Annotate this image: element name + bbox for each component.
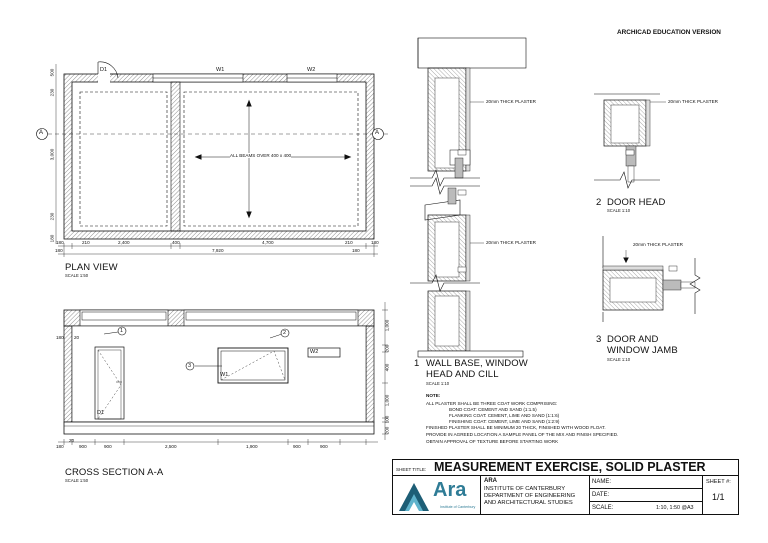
section-dim-right-2: 400 (384, 363, 390, 372)
title-block-divider (392, 475, 739, 476)
detail3-title-line2: WINDOW JAMB (607, 345, 678, 356)
section-dim-left-0: 180 (56, 335, 64, 340)
plan-dim-left-3: 230 (49, 212, 55, 221)
org-short: ARA (484, 478, 497, 484)
detail2-plaster-label: 20mm THICK PLASTER (668, 99, 718, 104)
callout-1: 1 (120, 328, 124, 334)
callout-3: 3 (188, 363, 192, 369)
notes-line-4: FINISHED PLASTER SHALL BE MINIMUM 20 THICK, FINISHED WITH WOOD FLOAT. (426, 425, 606, 430)
section-dim-b-3: 900 (104, 444, 112, 449)
section-dim-left-1: 20 (74, 335, 80, 340)
section-dim-right-1: 200 (384, 344, 390, 353)
plan-section-marker-right: A (375, 130, 380, 136)
sheet-title-label: SHEET TITLE: (396, 467, 427, 472)
sheet-number-value: 1/1 (712, 492, 725, 502)
plan-dim-b2-2: 180 (352, 248, 360, 253)
org-line-1: DEPARTMENT OF ENGINEERING (484, 493, 576, 499)
plan-dim-b1-4: 4,700 (262, 240, 274, 245)
plan-window-tag-w2: W2 (307, 67, 316, 73)
ara-logo-icon (395, 477, 433, 513)
detail1-number: 1 (414, 358, 420, 369)
detail1-title-line1: WALL BASE, WINDOW (426, 358, 528, 369)
detail-dimension-tags (458, 150, 677, 272)
section-dim-b-5: 1,900 (246, 444, 258, 449)
section-dim-right-4: 100 (384, 415, 390, 424)
section-dim-b-4: 2,500 (165, 444, 177, 449)
notes-line-2: FLANKING COAT: CEMENT, LIME AND SAND (1:1:6) (449, 413, 560, 418)
plan-dim-b2-1: 7,920 (212, 248, 224, 253)
detail-1-drawing (410, 38, 526, 357)
logo-text: Ara (433, 479, 467, 501)
sheet-number-label: SHEET #: (706, 479, 731, 485)
sheet-title: MEASUREMENT EXERCISE, SOLID PLASTER (434, 460, 706, 474)
plan-dim-b1-1: 210 (82, 240, 90, 245)
plan-dim-left-0: 500 (49, 68, 55, 77)
plan-dim-b1-0: 180 (56, 240, 64, 245)
plan-dim-b1-6: 180 (371, 240, 379, 245)
detail-2-drawing (594, 94, 666, 188)
plan-dim-b1-2: 2,400 (118, 240, 130, 245)
section-dim-b-6: 900 (293, 444, 301, 449)
section-title: CROSS SECTION A-A (65, 467, 164, 478)
plan-dim-b1-5: 210 (345, 240, 353, 245)
detail-3-drawing (603, 236, 700, 322)
detail1-plaster-label-bottom: 20mm THICK PLASTER (486, 240, 536, 245)
callout-2: 2 (283, 330, 287, 336)
detail3-plaster-label: 20mm THICK PLASTER (633, 242, 683, 247)
detail3-title-line1: DOOR AND (607, 334, 659, 345)
title-block-vline-1 (480, 475, 481, 515)
detail1-scale: SCALE 1:10 (426, 381, 450, 386)
section-dim-right-5: 200 (384, 426, 390, 435)
detail3-number: 3 (596, 334, 602, 345)
title-block-vline-2 (589, 475, 590, 515)
logo-subtext: Institute of Canterbury (440, 505, 476, 509)
section-dim-b-0: 180 (56, 444, 64, 449)
detail2-title: DOOR HEAD (607, 197, 666, 208)
name-label: NAME: (592, 479, 612, 485)
scale-label: SCALE: (592, 505, 614, 511)
title-block-vline-3 (702, 475, 703, 515)
plan-view-title: PLAN VIEW (65, 262, 118, 273)
notes-line-6: OBTAIN APPROVAL OF TEXTURE BEFORE STARTING WORK (426, 439, 559, 444)
title-block-hline-1 (589, 488, 702, 489)
title-block-hline-2 (589, 501, 702, 502)
section-dim-b-7: 900 (320, 444, 328, 449)
plan-section-marker-left: A (39, 130, 44, 136)
beam-note: ALL BEAMS OVER 400 x 400 (230, 153, 292, 158)
section-window-tag-w2: W2 (310, 349, 319, 355)
detail2-number: 2 (596, 197, 602, 208)
section-dim-right-3: 1,000 (384, 394, 390, 407)
section-door-tag: D1 (97, 410, 105, 416)
notes-line-5: PROVIDE IN AGREED LOCATION A SAMPLE PANEL OF THE MIX AND FINISH SPECIFIED. (426, 432, 619, 437)
plan-window-tag-w1: W1 (216, 67, 225, 73)
plan-dim-b2-0: 180 (55, 248, 63, 253)
section-dim-b-1: 20 (69, 438, 75, 443)
section-scale: SCALE 1:50 (65, 478, 89, 483)
plan-view-scale: SCALE 1:50 (65, 273, 89, 278)
plan-view-drawing (37, 62, 391, 257)
plan-door-tag: D1 (100, 67, 108, 73)
plan-dim-left-4: 180 (49, 234, 55, 243)
section-window-tag-w1: W1 (220, 372, 229, 378)
notes-line-3: FINISHING COAT: CEMENT, LIME AND SAND (1:2:9) (449, 419, 560, 424)
scale-value: 1:10, 1:50 @A3 (656, 505, 694, 511)
notes-line-0: ALL PLASTER SHALL BE THREE COAT WORK COMPRISING: (426, 401, 558, 406)
edition-label: ARCHICAD EDUCATION VERSION (617, 29, 721, 36)
detail1-title-line2: HEAD AND CILL (426, 369, 499, 380)
plan-dim-left-1: 230 (49, 88, 55, 97)
detail1-plaster-label-top: 20mm THICK PLASTER (486, 99, 536, 104)
org-line-0: INSTITUTE OF CANTERBURY (484, 486, 566, 492)
org-line-2: AND ARCHITECTURAL STUDIES (484, 500, 573, 506)
detail2-scale: SCALE 1:10 (607, 208, 631, 213)
notes-line-1: BOND COAT: CEMENT AND SAND (1:1.5) (449, 407, 537, 412)
date-label: DATE: (592, 492, 610, 498)
plan-dim-b1-3: 400 (172, 240, 180, 245)
detail3-scale: SCALE 1:10 (607, 357, 631, 362)
plan-dim-left-2: 3,000 (49, 148, 55, 161)
section-dim-right-0: 1,000 (384, 319, 390, 332)
section-dim-b-2: 900 (79, 444, 87, 449)
notes-heading: NOTE: (426, 393, 441, 398)
